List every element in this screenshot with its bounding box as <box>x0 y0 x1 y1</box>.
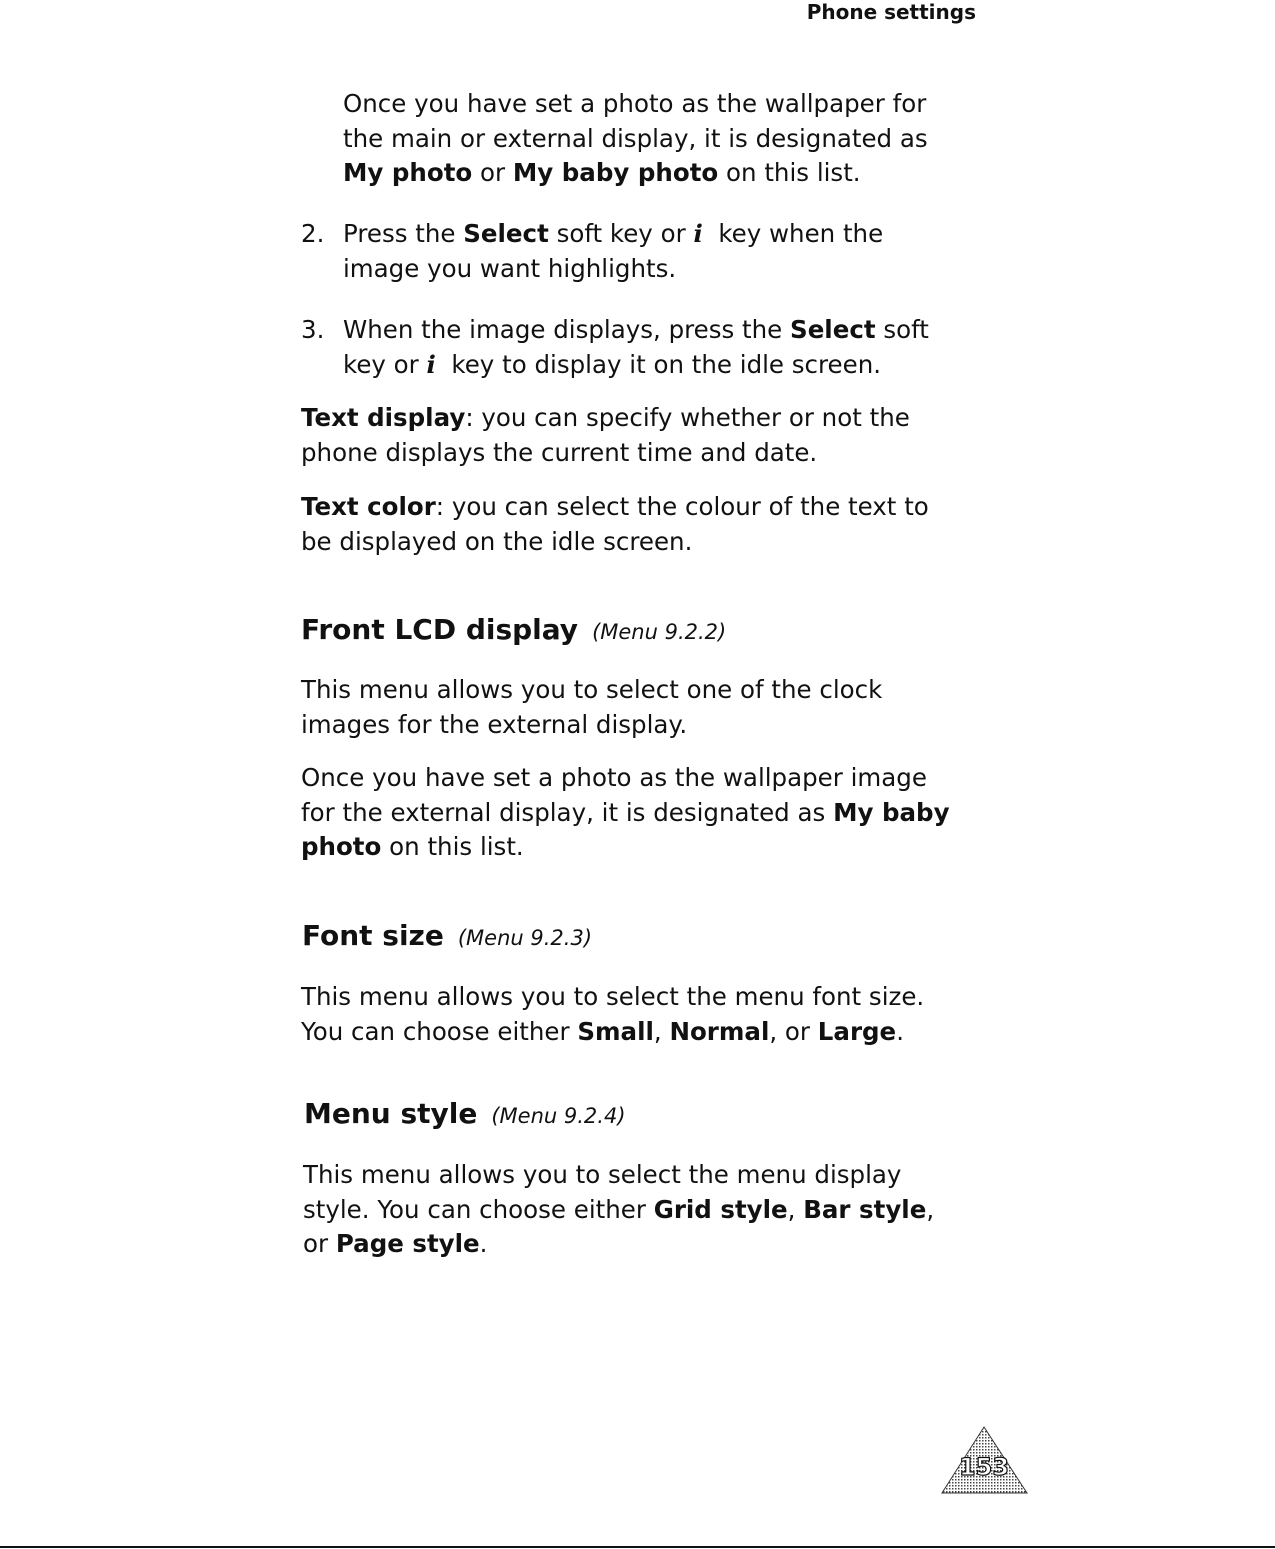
step-3-line-1 <box>301 313 929 348</box>
intro-paragraph <box>343 87 928 191</box>
text-color-line-2: be displayed on the idle screen. <box>301 526 693 556</box>
menu-reference: (Menu 9.2.4) <box>491 1104 626 1128</box>
intro-text: or <box>472 158 513 187</box>
bottom-rule <box>0 1546 1275 1548</box>
i-key-icon: i <box>426 349 436 379</box>
font-size-heading <box>302 919 592 955</box>
front-lcd-paragraph-2 <box>301 761 950 865</box>
paragraph-text: You can choose either <box>301 1016 578 1046</box>
step-text: key when the <box>702 219 884 248</box>
menu-style-line-3 <box>303 1227 934 1262</box>
step-3 <box>301 313 929 382</box>
paragraph-text: , <box>653 1016 670 1046</box>
step-2-line-1 <box>301 217 883 252</box>
intro-line-1: Once you have set a photo as the wallpaper for <box>343 89 927 118</box>
step-number: 2. <box>301 219 325 248</box>
step-2-line-2: image you want highlights. <box>343 253 677 283</box>
paragraph-text: style. You can choose either <box>303 1194 654 1224</box>
menu-style-line-2 <box>303 1193 934 1228</box>
step-text: Press the <box>343 219 464 248</box>
i-key-icon: i <box>693 219 703 248</box>
step-text: soft key or <box>548 219 694 248</box>
option-small: Small <box>577 1016 654 1046</box>
front-lcd-p2-line-1: Once you have set a photo as the wallpaper image <box>301 763 927 792</box>
text-color-line-1 <box>301 490 929 525</box>
option-normal: Normal <box>669 1016 770 1046</box>
step-text: key to display it on the idle screen. <box>435 349 882 379</box>
term-select: Select <box>463 219 549 248</box>
intro-line-3 <box>343 156 928 191</box>
front-lcd-p1-line-2: images for the external display. <box>301 709 688 739</box>
paragraph-text: on this list. <box>381 832 524 861</box>
front-lcd-p1-line-1: This menu allows you to select one of the clock <box>301 675 883 704</box>
font-size-line-2 <box>301 1015 924 1050</box>
menu-reference: (Menu 9.2.2) <box>592 620 727 644</box>
step-2 <box>301 217 883 286</box>
term-text-color: Text color <box>301 492 436 521</box>
step-text: key or <box>343 349 427 379</box>
paragraph-text: , <box>787 1194 804 1224</box>
step-3-line-2 <box>301 348 929 383</box>
page-number: 153 <box>958 1453 1010 1481</box>
front-lcd-heading <box>301 613 726 649</box>
heading-title: Menu style <box>304 1097 478 1130</box>
paragraph-text: or <box>303 1229 336 1258</box>
text-color-paragraph <box>301 490 929 559</box>
paragraph-text: : you can specify whether or not the <box>465 403 910 432</box>
step-text: When the image displays, press the <box>343 315 791 344</box>
running-header: Phone settings <box>806 0 976 24</box>
paragraph-text: : you can select the colour of the text to <box>435 492 929 521</box>
paragraph-text: . <box>479 1229 488 1258</box>
step-text: soft <box>875 315 929 344</box>
page-number-badge <box>940 1425 1030 1495</box>
intro-line-2: the main or external display, it is designated as <box>343 123 928 153</box>
front-lcd-p2-line-2 <box>301 796 950 831</box>
font-size-line-1: This menu allows you to select the menu font size. <box>301 982 925 1011</box>
paragraph-text: for the external display, it is designated as <box>301 797 834 827</box>
menu-style-paragraph <box>303 1158 934 1262</box>
paragraph-text: . <box>896 1016 904 1046</box>
paragraph-text: , or <box>769 1016 818 1046</box>
heading-title: Front LCD display <box>301 613 579 646</box>
option-bar-style: Bar style <box>803 1194 927 1224</box>
term-text-display: Text display <box>301 403 466 432</box>
text-display-line-1 <box>301 401 910 436</box>
term-photo: photo <box>301 832 382 861</box>
paragraph-text: , <box>926 1194 935 1224</box>
front-lcd-paragraph-1 <box>301 673 882 742</box>
text-display-line-2: phone displays the current time and date. <box>301 437 818 467</box>
intro-text: on this list. <box>718 158 861 187</box>
term-my-baby-photo: My baby photo <box>512 158 719 187</box>
option-large: Large <box>817 1016 897 1046</box>
menu-style-heading <box>304 1097 626 1133</box>
term-my-baby: My baby <box>833 797 950 827</box>
term-select: Select <box>790 315 876 344</box>
text-display-paragraph <box>301 401 910 470</box>
term-my-photo: My photo <box>343 158 473 187</box>
menu-style-line-1: This menu allows you to select the menu display <box>303 1160 902 1189</box>
option-page-style: Page style <box>335 1229 480 1258</box>
option-grid-style: Grid style <box>653 1194 788 1224</box>
heading-title: Font size <box>302 919 444 952</box>
menu-reference: (Menu 9.2.3) <box>457 926 593 950</box>
front-lcd-p2-line-3 <box>301 830 950 865</box>
step-number: 3. <box>301 315 325 344</box>
font-size-paragraph <box>301 980 924 1049</box>
